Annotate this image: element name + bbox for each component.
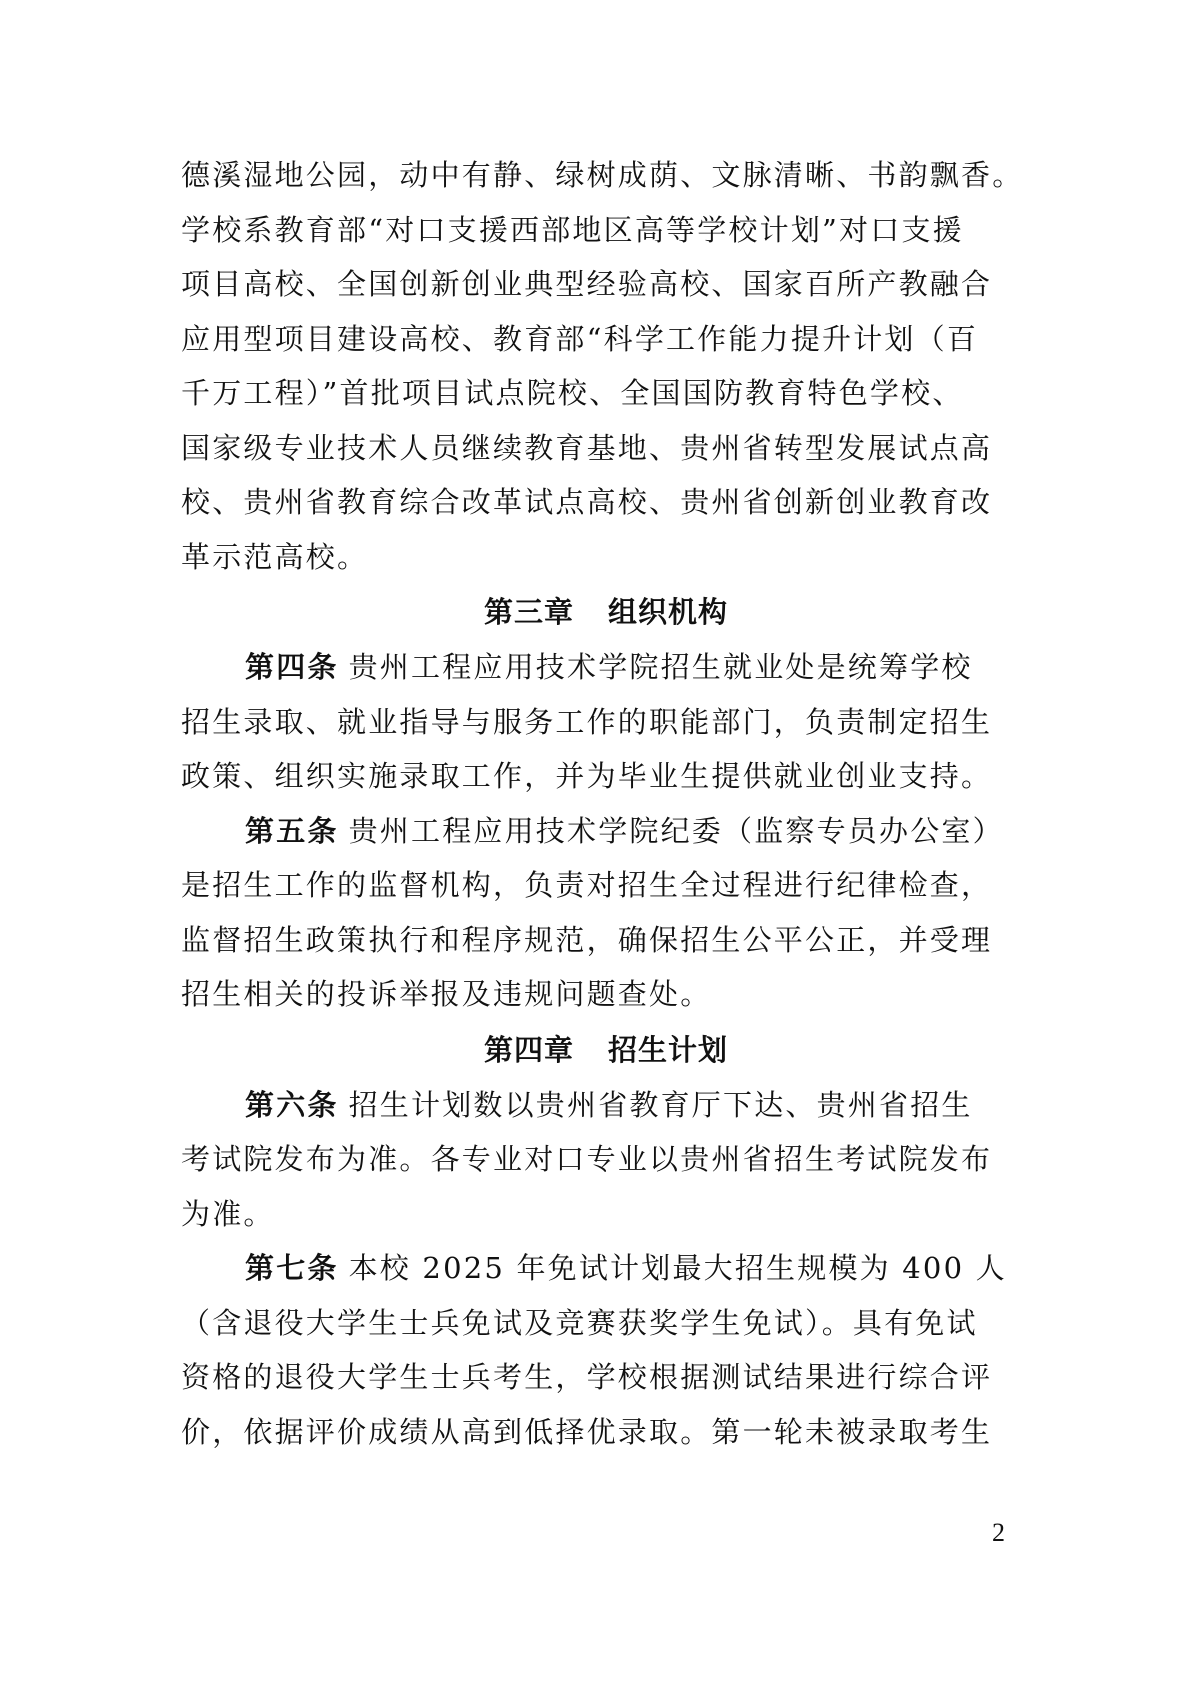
chapter-heading-4 <box>181 1022 1011 1078</box>
chapter-heading-3 <box>181 584 1011 640</box>
chapter-number: 第四章 <box>483 1032 574 1067</box>
article-text: 本校 2025 年免试计划最大招生规模为 400 人 <box>348 1251 1007 1285</box>
article-4-first-line <box>181 640 1011 695</box>
article-7-first-line <box>181 1241 1011 1296</box>
article-text: 贵州工程应用技术学院纪委（监察专员办公室） <box>348 813 1004 848</box>
article-5-first-line <box>181 804 1011 859</box>
paragraph-line: 学校系教育部“对口支援西部地区高等学校计划”对口支援 <box>181 212 964 247</box>
chapter-number: 第三章 <box>483 595 574 629</box>
paragraph-line: 资格的退役大学生士兵考生，学校根据测试结果进行综合评 <box>181 1360 993 1394</box>
article-text: 招生计划数以贵州省教育厅下达、贵州省招生 <box>348 1087 973 1122</box>
paragraph-line: 监督招生政策执行和程序规范，确保招生公平公正，并受理 <box>181 922 993 957</box>
paragraph-line: 招生相关的投诉举报及违规问题查处。 <box>181 977 712 1011</box>
paragraph-line: 校、贵州省教育综合改革试点高校、贵州省创新创业教育改 <box>181 485 993 519</box>
paragraph-line: 项目高校、全国创新创业典型经验高校、国家百所产教融合 <box>181 267 993 301</box>
chapter-title: 组织机构 <box>608 595 729 629</box>
document-body <box>181 148 1024 1459</box>
article-label: 第四条 <box>245 650 339 684</box>
paragraph-line: 革示范高校。 <box>181 539 369 574</box>
paragraph-line: （含退役大学生士兵免试及竞赛获奖学生免试）。具有免试 <box>181 1305 978 1340</box>
paragraph-line: 德溪湿地公园，动中有静、绿树成荫、文脉清晰、书韵飘香。 <box>181 158 1024 192</box>
paragraph-line: 是招生工作的监督机构，负责对招生全过程进行纪律检查， <box>181 868 993 902</box>
paragraph-line: 为准。 <box>181 1196 275 1231</box>
article-label: 第六条 <box>245 1087 339 1122</box>
article-6-first-line <box>181 1078 1011 1133</box>
article-label: 第七条 <box>245 1251 339 1285</box>
paragraph-line: 国家级专业技术人员继续教育基地、贵州省转型发展试点高 <box>181 430 993 465</box>
paragraph-line: 应用型项目建设高校、教育部“科学工作能力提升计划（百 <box>181 321 979 356</box>
article-text: 贵州工程应用技术学院招生就业处是统筹学校 <box>348 650 973 684</box>
paragraph-line: 价，依据评价成绩从高到低择优录取。第一轮未被录取考生 <box>181 1414 993 1449</box>
chapter-title: 招生计划 <box>608 1032 729 1067</box>
article-label: 第五条 <box>245 813 339 848</box>
paragraph-line: 政策、组织实施录取工作，并为毕业生提供就业创业支持。 <box>181 759 993 793</box>
paragraph-line: 千万工程）”首批项目试点院校、全国国防教育特色学校、 <box>181 376 964 410</box>
page-number: 2 <box>992 1518 1005 1547</box>
paragraph-line: 招生录取、就业指导与服务工作的职能部门，负责制定招生 <box>181 704 993 739</box>
paragraph-line: 考试院发布为准。各专业对口专业以贵州省招生考试院发布 <box>181 1142 993 1176</box>
